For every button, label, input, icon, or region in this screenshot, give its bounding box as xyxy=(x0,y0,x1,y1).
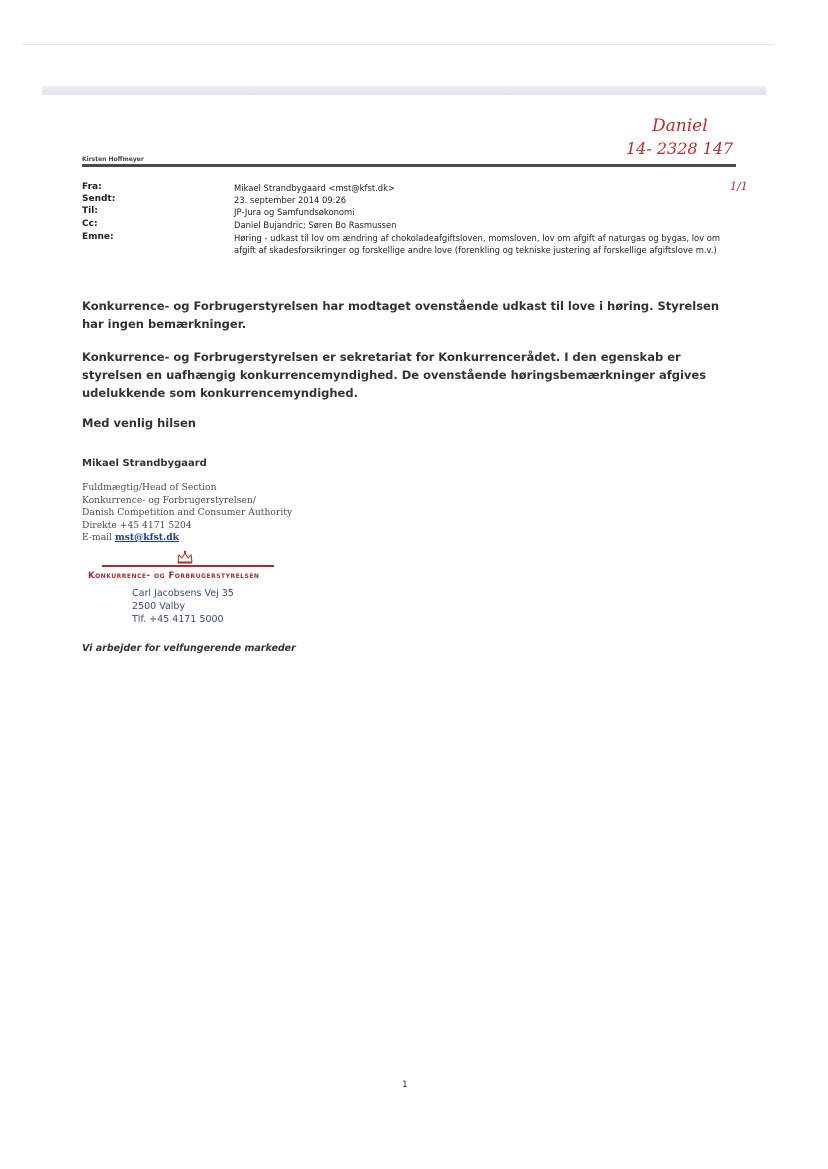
logo-divider xyxy=(102,565,274,567)
field-label-from: Fra: xyxy=(82,182,102,192)
field-value-from: Mikael Strandbygaard <mst@kfst.dk> xyxy=(234,183,395,193)
body-paragraph-2: Konkurrence- og Forbrugerstyrelsen er sekretariat for Konkurrencerådet. I den egenskab er styrelsen en uafhængig konkurrencemyndighed. De ovenstående høringsbemærkninger afgives udelukkende som konkurrencemyndighed. xyxy=(82,350,707,400)
email-label: E-mail xyxy=(82,532,115,543)
signature-org-en: Danish Competition and Consumer Authority xyxy=(82,507,293,518)
address-phone: Tlf. +45 4171 5000 xyxy=(132,614,224,625)
field-value-to: JP-Jura og Samfundsøkonomi xyxy=(234,207,355,217)
signature-phone: Direkte +45 4171 5204 xyxy=(82,519,192,531)
handwritten-case-number: 14- 2328 147 xyxy=(626,139,734,158)
logo-address xyxy=(132,587,234,626)
body-paragraph-1: Konkurrence- og Forbrugerstyrelsen har modtaget ovenstående udkast til love i høring. Styrelsen har ingen bemærkninger. xyxy=(82,299,720,331)
field-value-subject: Høring - udkast til lov om ændring af chokoladeafgiftsloven, momsloven, lov om afgift af naturgas og bygas, lov om afgift af skadesforsikringer og forskellige andre love (forenkling og tekniske justering af forskellige afgiftslove m.v.) xyxy=(234,233,721,255)
header-divider xyxy=(82,164,736,167)
signature-email-line xyxy=(82,532,292,545)
handwritten-name: Daniel xyxy=(652,116,708,136)
handwritten-page-mark: 1/1 xyxy=(730,180,748,193)
logo-wordmark: Konkurrence- og Forbrugerstyrelsen xyxy=(88,571,260,581)
tagline: Vi arbejder for velfungerende markeder xyxy=(82,643,296,654)
field-label-to: Til: xyxy=(82,206,98,216)
address-city: 2500 Valby xyxy=(132,601,186,612)
email-link[interactable]: mst@kfst.dk xyxy=(114,532,180,543)
field-label-cc: Cc: xyxy=(82,219,98,229)
field-label-sent: Sendt: xyxy=(82,194,116,204)
signature-block xyxy=(82,482,292,545)
page-number: 1 xyxy=(402,1080,408,1090)
closing-greeting: Med venlig hilsen xyxy=(82,416,196,430)
field-value-cc: Daniel Bujandric; Søren Bo Rasmussen xyxy=(234,220,397,230)
address-street: Carl Jacobsens Vej 35 xyxy=(132,588,234,599)
signature-org-da: Konkurrence- og Forbrugerstyrelsen/ xyxy=(82,494,256,506)
scan-artifact-line xyxy=(22,44,774,45)
scan-grey-band xyxy=(42,86,766,95)
field-label-subject: Emne: xyxy=(82,232,114,242)
field-value-sent: 23. september 2014 09:26 xyxy=(234,195,347,205)
header-author: Kirsten Hoffmeyer xyxy=(82,156,144,163)
signature-name: Mikael Strandbygaard xyxy=(82,458,207,469)
signature-title: Fuldmægtig/Head of Section xyxy=(82,482,217,493)
